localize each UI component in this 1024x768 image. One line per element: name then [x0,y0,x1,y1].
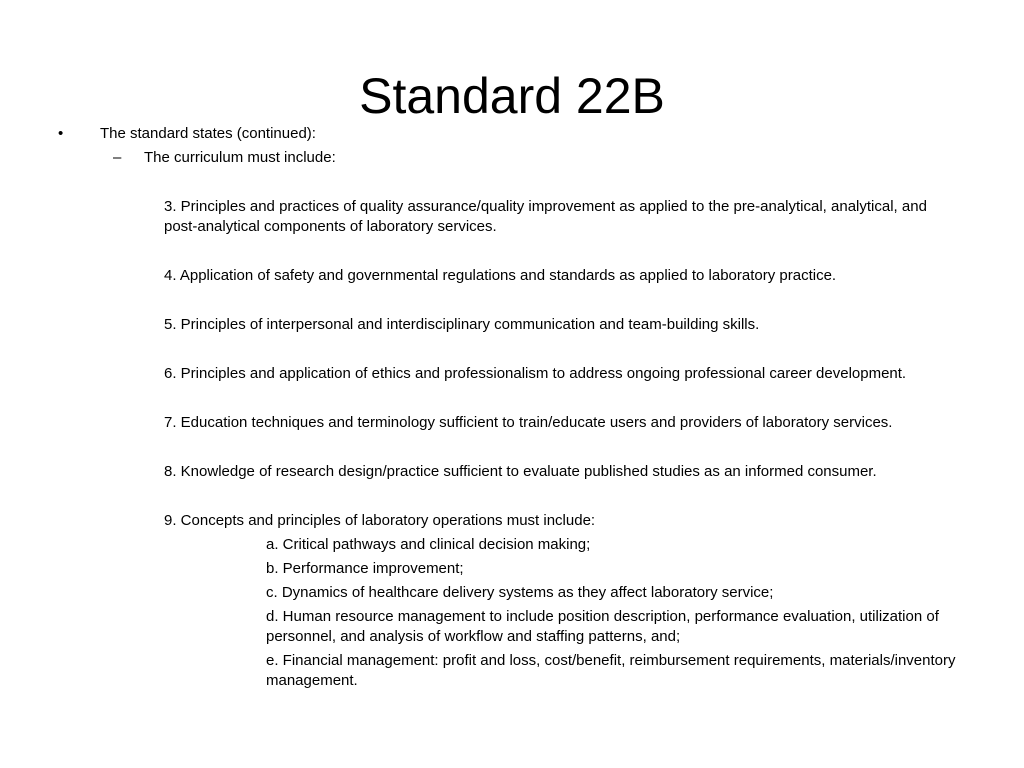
curriculum-items [164,197,954,695]
bullet-dash-icon: – [113,149,122,166]
bullet-level-2-text: The curriculum must include: [144,149,336,166]
curriculum-item-7: 7. Education techniques and terminology sufficient to train/educate users and providers of laboratory services. [164,414,893,431]
curriculum-item-3: 3. Principles and practices of quality assurance/quality improvement as applied to the pre-analytical, analytical, and post-analytical components of laboratory services. [164,198,927,235]
slide-title: Standard 22B [359,68,665,124]
bullet-dot-icon: • [58,125,64,142]
subitem-e: e. Financial management: profit and loss, cost/benefit, reimbursement requirements, materials/inventory management. [266,652,956,689]
operations-subitems [266,535,956,691]
subitem-a: a. Critical pathways and clinical decision making; [266,536,591,553]
curriculum-item-6: 6. Principles and application of ethics and professionalism to address ongoing professional career development. [164,365,907,382]
curriculum-item-9: 9. Concepts and principles of laboratory operations must include: [164,512,596,529]
curriculum-item-5: 5. Principles of interpersonal and interdisciplinary communication and team-building skills. [164,316,760,333]
subitem-b: b. Performance improvement; [266,560,464,577]
subitem-d: d. Human resource management to include position description, performance evaluation, utilization of personnel, and analysis of workflow and staffing patterns, and; [266,608,939,645]
bullet-level-1-text: The standard states (continued): [100,125,316,142]
curriculum-item-4: 4. Application of safety and governmental regulations and standards as applied to laboratory practice. [164,267,837,284]
curriculum-item-8: 8. Knowledge of research design/practice sufficient to evaluate published studies as an informed consumer. [164,463,877,480]
subitem-c: c. Dynamics of healthcare delivery systems as they affect laboratory service; [266,584,774,601]
